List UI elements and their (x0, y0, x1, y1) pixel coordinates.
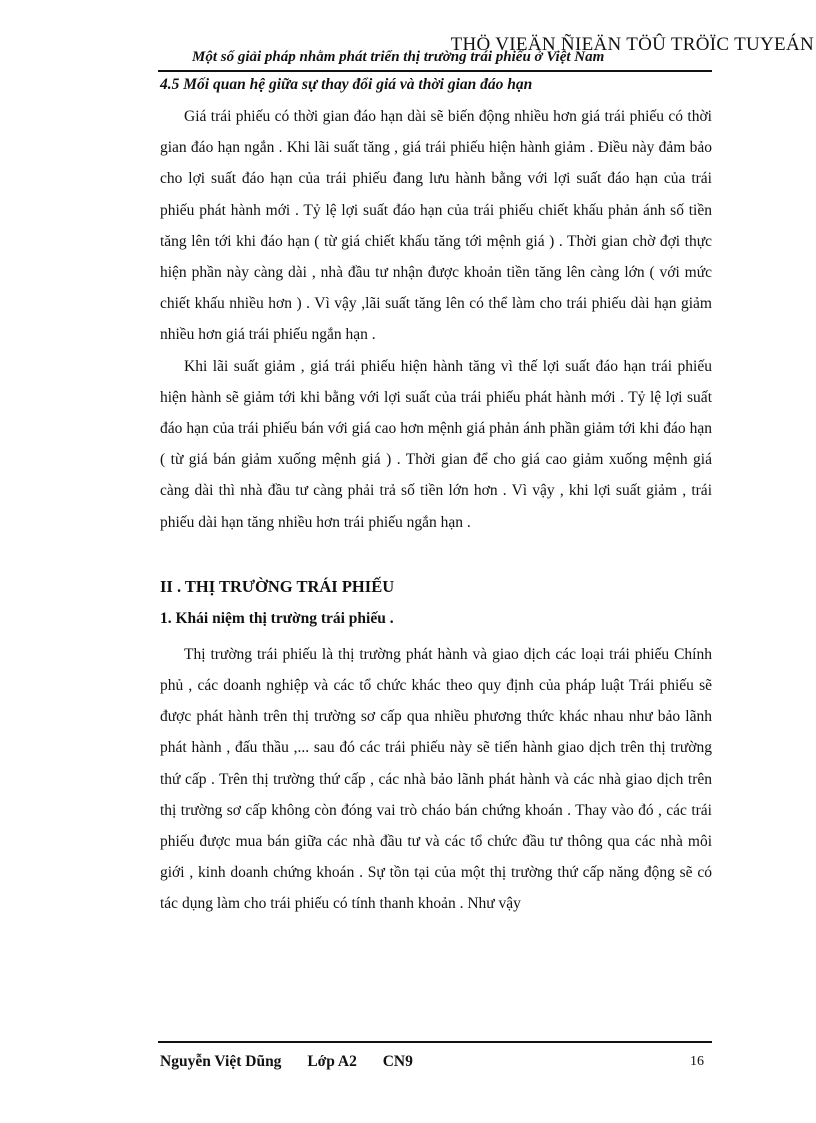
running-header-title: Một số giải pháp nhằm phát triển thị trường trái phiếu ở Việt Nam (192, 49, 605, 65)
part-2-paragraph: Thị trường trái phiếu là thị trường phát hành và giao dịch các loại trái phiếu Chính phủ , các doanh nghiệp và các tổ chức khác theo quy định của pháp luật Trái phiếu sẽ được phát hành trên thị trường sơ cấp qua nhiều phương thức khác nhau như bảo lãnh phát hành , đấu thầu ,... sau đó các trái phiếu này sẽ tiến hành giao dịch trên thị trường thứ cấp . Trên thị trường thứ cấp , các nhà bảo lãnh phát hành và các nhà giao dịch trên thị trường sơ cấp không còn đóng vai trò cháo bán chứng khoán . Thay vào đó , các trái phiếu được mua bán giữa các nhà đầu tư và các tổ chức đầu tư thông qua các nhà môi giới , kinh doanh chứng khoán . Sự tồn tại của một thị trường thứ cấp năng động sẽ có tác dụng làm cho trái phiếu có tính thanh khoản . Như vậy (160, 645, 712, 913)
section-4-5-heading: 4.5 Mối quan hệ giữa sự thay đổi giá và thời gian đáo hạn (160, 76, 533, 93)
footer-divider (158, 1041, 712, 1043)
part-2-heading: II . THỊ TRƯỜNG TRÁI PHIẾU (160, 576, 395, 596)
page-footer (160, 1053, 708, 1071)
section-4-5-paragraph-2: Khi lãi suất giảm , giá trái phiếu hiện hành tăng vì thế lợi suất đáo hạn trái phiếu hiện hành sẽ giảm tới khi bằng với lợi suất của trái phiếu phát hành mới . Tỷ lệ lợi suất đáo hạn của trái phiếu bán với giá cao hơn mệnh giá phản ánh phần giảm tới khi đáo hạn ( từ giá bán giảm xuống mệnh giá ) . Thời gian để cho giá cao giảm xuống mệnh giá càng dài thì nhà đầu tư càng phải trả số tiền lớn hơn . Vì vậy , khi lợi suất giảm , trái phiếu dài hạn tăng nhiều hơn trái phiếu ngắn hạn . (160, 357, 712, 531)
part-2-subheading: 1. Khái niệm thị trường trái phiếu . (160, 609, 394, 627)
section-4-5-paragraph-1: Giá trái phiếu có thời gian đáo hạn dài sẽ biến động nhiều hơn giá trái phiếu có thời gian đáo hạn ngắn . Khi lãi suất tăng , giá trái phiếu hiện hành giảm . Điều này đảm bảo cho lợi suất đáo hạn của trái phiếu đang lưu hành bằng với lợi suất đáo hạn của trái phiếu phát hành mới . Tỷ lệ lợi suất đáo hạn của trái phiếu chiết khấu phản ánh số tiền tăng lên tới khi đáo hạn ( từ giá chiết khấu tăng tới mệnh giá ) . Thời gian chờ đợi thực hiện phần này càng dài , nhà đầu tư nhận được khoản tiền tăng lên càng lớn ( với mức chiết khấu nhiều hơn ) . Vì vậy ,lãi suất tăng lên có thể làm cho trái phiếu dài hạn giảm nhiều hơn giá trái phiếu ngắn hạn . (160, 108, 712, 344)
page-number: 16 (690, 1054, 704, 1069)
watermark-text: THÖ VIEÄN ÑIEÄN TÖÛ TRÖÏC TUYEÁN (450, 34, 814, 55)
page-body (160, 72, 712, 920)
footer-class: Lớp A2 (307, 1053, 357, 1070)
footer-code: CN9 (382, 1053, 413, 1070)
footer-author: Nguyễn Việt Dũng (160, 1053, 282, 1070)
